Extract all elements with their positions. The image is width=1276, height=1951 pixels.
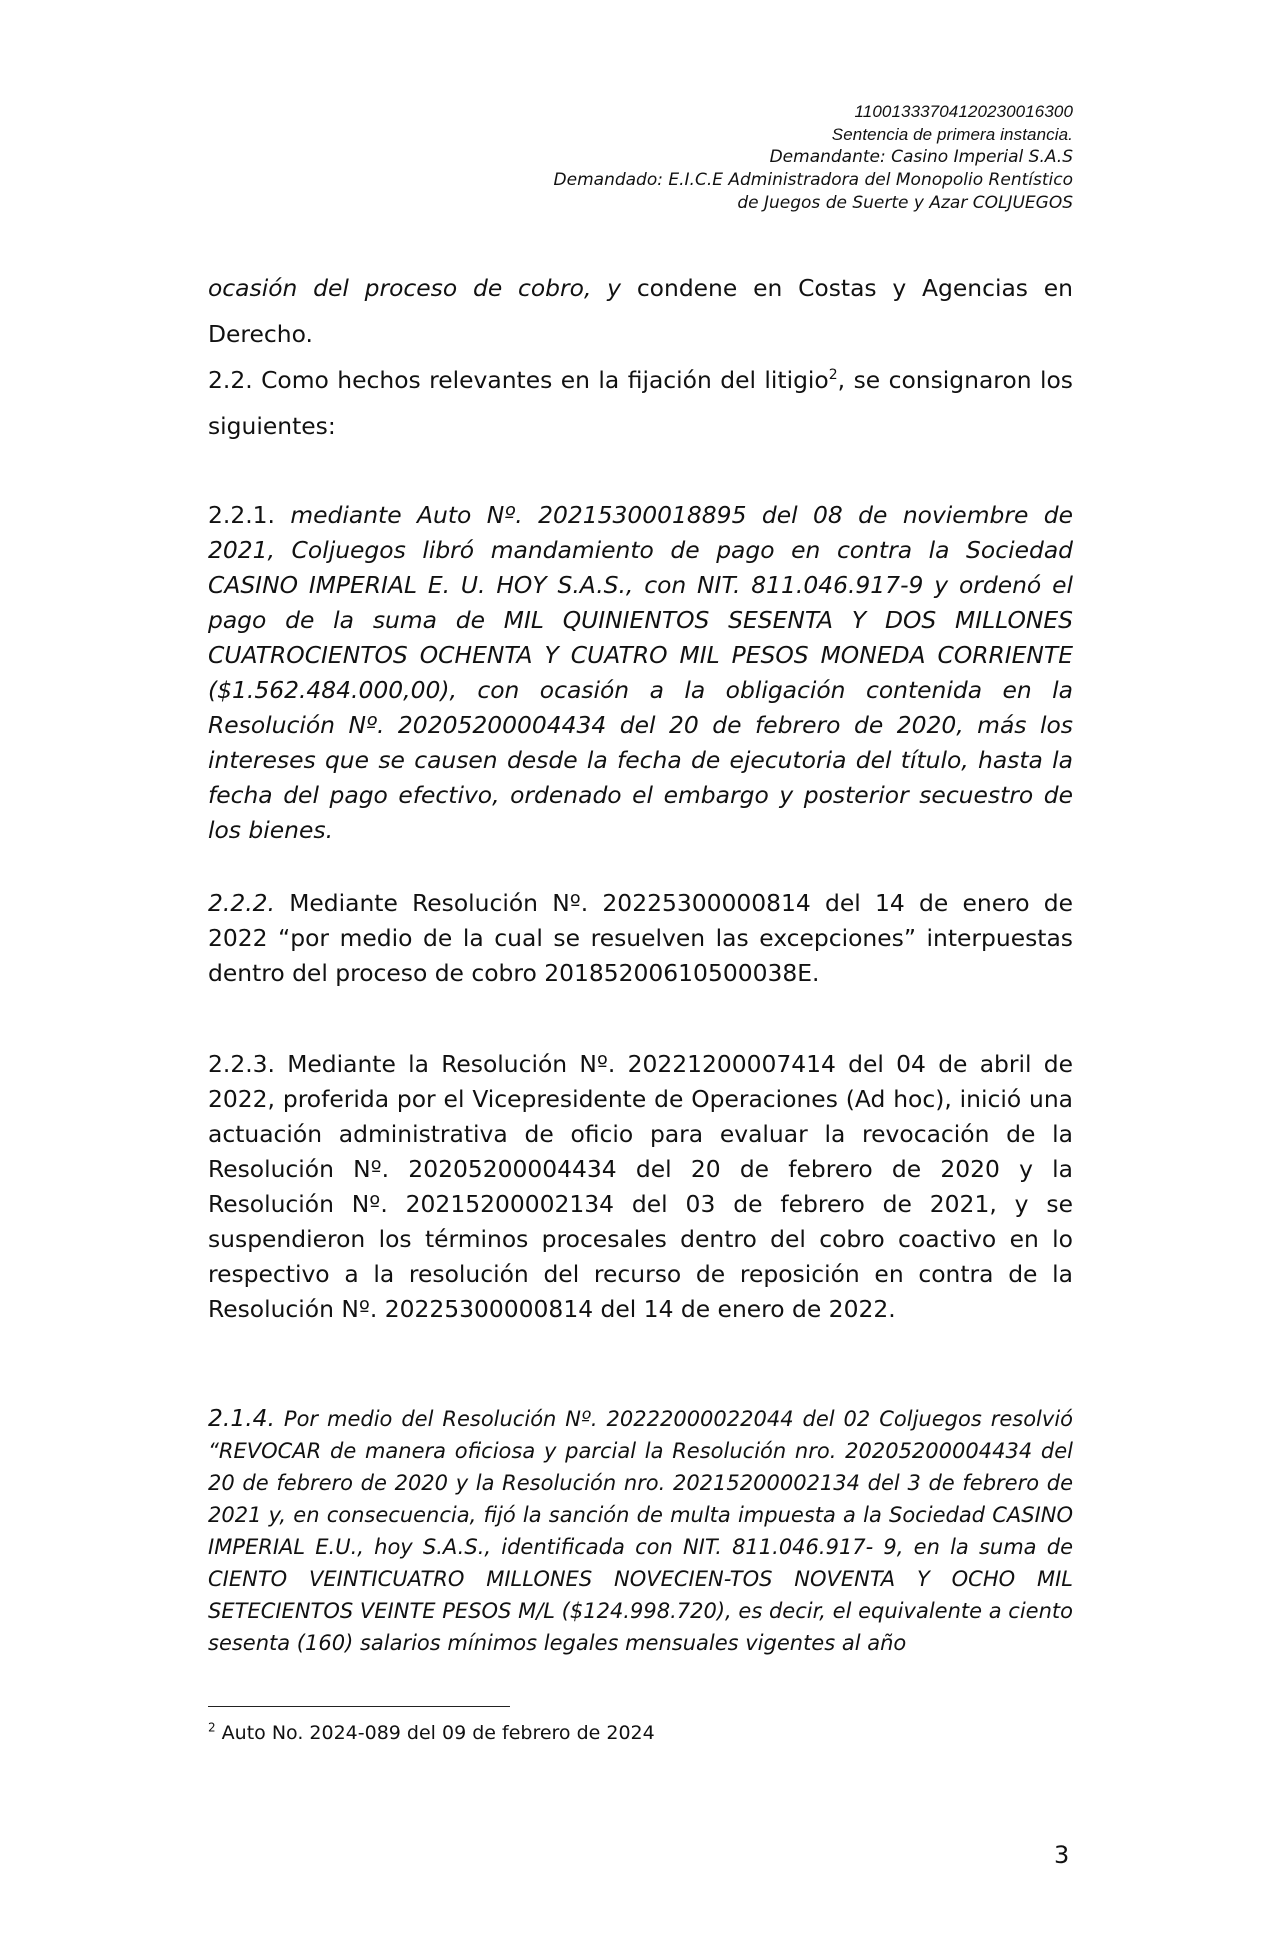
fact-paragraph [208, 498, 1073, 848]
footnote-separator [208, 1706, 510, 1707]
fact-paragraph [208, 1402, 1073, 1659]
fact-text: Por medio del Resolución Nº. 20222000022044 del 02 Coljuegos resolvió “REVOCAR de manera oficiosa y parcial la Resolución nro. 20205200004434 del 20 de febrero de 2020 y la Resolución nro. 20215200002134 del 3 de febrero de 2021 y, en consecuencia, fijó la sanción de multa impuesta a la Sociedad CASINO IMPERIAL E.U., hoy S.A.S., identificada con NIT. 811.046.917- 9, en la suma de CIENTO VEINTICUATRO MILLONES NOVECIEN-TOS NOVENTA Y OCHO MIL SETECIENTOS VEINTE PESOS M/L ($124.998.720), es decir, el equivalente a ciento sesenta (160) salarios mínimos legales mensuales vigentes al año [208, 1407, 1073, 1655]
fact-paragraph [208, 886, 1073, 991]
fact-item-2-1-4 [208, 1402, 1073, 1659]
page-number: 3 [1054, 1841, 1070, 1869]
fact-item-2-2-1 [208, 498, 1073, 848]
fact-text: Mediante la Resolución Nº. 20221200007414 del 04 de abril de 2022, proferida por el Vicepresidente de Operaciones (Ad hoc), inició una actuación administrativa de oficio para evaluar la revocación de la Resolución Nº. 20205200004434 del 20 de febrero de 2020 y la Resolución Nº. 20215200002134 del 03 de febrero de 2021, y se suspendieron los términos procesales dentro del cobro coactivo en lo respectivo a la resolución del recurso de reposición en contra de la Resolución Nº. 20225300000814 del 14 de enero de 2022. [208, 1050, 1073, 1323]
footnote-marker: 2 [208, 1720, 216, 1735]
fact-number: 2.2.1. [208, 501, 275, 529]
case-number: 11001333704120230016300 [854, 102, 1073, 121]
fact-item-2-2-2 [208, 886, 1073, 991]
document-type: Sentencia de primera instancia. [831, 125, 1073, 144]
footnote-reference[interactable]: 2 [828, 367, 838, 384]
facts-intro-text: 2.2. Como hechos relevantes en la fijación del litigio [208, 366, 829, 394]
lead-section [208, 265, 1073, 449]
fact-number: 2.1.4. [208, 1404, 275, 1432]
lead-italic-fragment: ocasión del proceso de cobro, y [208, 274, 622, 302]
fact-text: Mediante Resolución Nº. 20225300000814 del 14 de enero de 2022 “por medio de la cual se resuelven las excepciones” interpuestas dentro del proceso de cobro 20185200610500038E. [208, 889, 1073, 987]
lead-paragraph-2 [208, 357, 1073, 449]
page-header [554, 100, 1073, 215]
fact-text: mediante Auto Nº. 20215300018895 del 08 de noviembre de 2021, Coljuegos libró mandamiento de pago en contra la Sociedad CASINO IMPERIAL E. U. HOY S.A.S., con NIT. 811.046.917-9 y ordenó el pago de la suma de MIL QUINIENTOS SESENTA Y DOS MILLONES CUATROCIENTOS OCHENTA Y CUATRO MIL PESOS MONEDA CORRIENTE ($1.562.484.000,00), con ocasión a la obligación contenida en la Resolución Nº. 20205200004434 del 20 de febrero de 2020, más los intereses que se causen desde la fecha de ejecutoria del título, hasta la fecha del pago efectivo, ordenado el embargo y posterior secuestro de los bienes. [208, 501, 1073, 844]
plaintiff-line: Demandante: Casino Imperial S.A.S [769, 147, 1073, 167]
fact-paragraph [208, 1047, 1073, 1327]
facts-intro-rest: , se consignaron los siguientes: [208, 366, 1073, 440]
lead-paragraph-1 [208, 265, 1073, 357]
footnote [208, 1720, 655, 1746]
defendant-line-2: de Juegos de Suerte y Azar COLJUEGOS [737, 193, 1073, 213]
fact-number: 2.2.2. [208, 889, 275, 917]
fact-number: 2.2.3. [208, 1050, 275, 1078]
footnote-text: Auto No. 2024-089 del 09 de febrero de 2024 [215, 1722, 655, 1744]
lead-rest-fragment: condene en Costas y Agencias en Derecho. [208, 274, 1073, 348]
fact-item-2-2-3 [208, 1047, 1073, 1327]
defendant-line-1: Demandado: E.I.C.E Administradora del Monopolio Rentístico [553, 170, 1073, 190]
